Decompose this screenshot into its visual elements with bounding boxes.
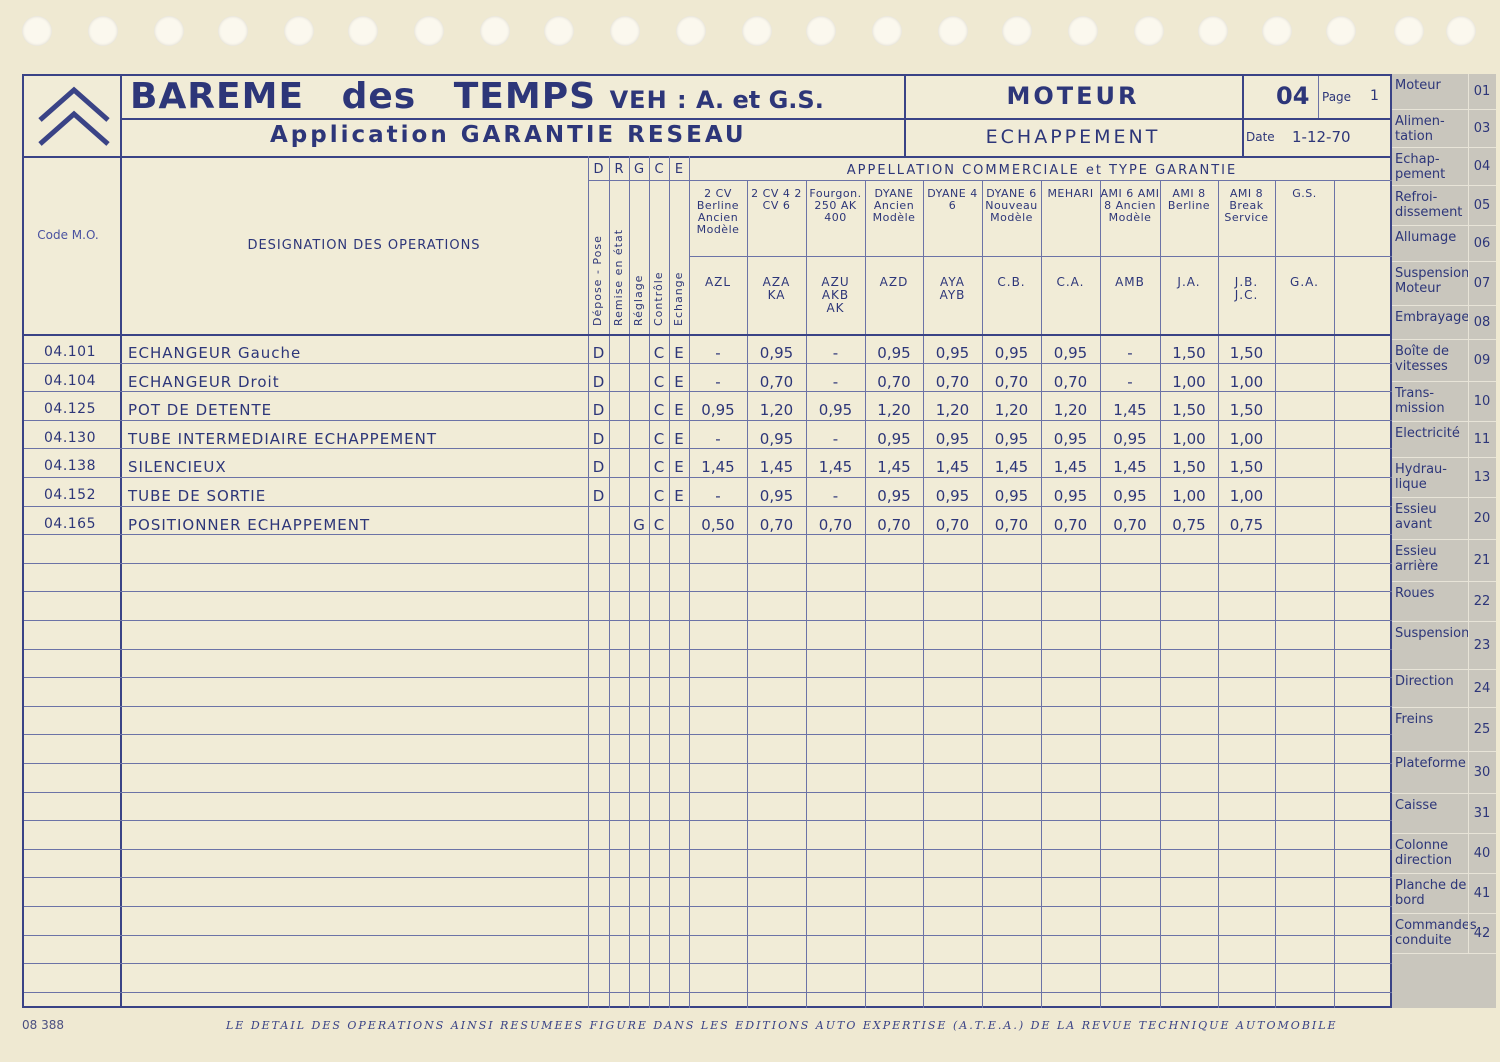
operation-flag: D	[592, 373, 605, 391]
vehicle-type: AZU AKB AK	[821, 275, 850, 315]
time-value: 0,95	[1113, 487, 1147, 505]
form-code: 08 388	[22, 1018, 64, 1032]
chapter-label: Refroi-dissement	[1395, 190, 1463, 220]
binder-hole	[1002, 16, 1032, 46]
page-title: BAREME des TEMPS VEH :	[130, 76, 688, 117]
chapter-number: 41	[1468, 874, 1495, 913]
operation-code: 04.138	[44, 458, 96, 474]
operation-designation: POT DE DETENTE	[128, 401, 273, 419]
time-value: 0,70	[935, 516, 970, 534]
time-value: 1,00	[1229, 373, 1264, 391]
operation-flag: D	[592, 458, 605, 476]
chapter-label: Embrayage	[1395, 310, 1470, 325]
operation-flag: C	[653, 487, 665, 505]
binder-hole	[480, 16, 510, 46]
time-scale-sheet	[22, 74, 1392, 1008]
time-value: 0,95	[701, 401, 735, 419]
chapter-index-item[interactable]	[1392, 498, 1496, 540]
time-value: 0,70	[1053, 516, 1088, 534]
operation-flag: D	[592, 401, 605, 419]
time-value: 0,95	[1113, 430, 1147, 448]
operation-code: 04.130	[44, 430, 96, 446]
time-value: 1,45	[701, 458, 735, 476]
chapter-label: Trans-mission	[1395, 386, 1445, 416]
time-value: 1,00	[1172, 373, 1206, 391]
time-value: 0,70	[759, 516, 794, 534]
chapter-index-item[interactable]	[1392, 582, 1496, 622]
time-value: 0,95	[759, 430, 794, 448]
vehicle-type: J.A.	[1177, 275, 1201, 289]
operation-code: 04.152	[44, 487, 96, 503]
operation-flag: E	[674, 401, 684, 419]
flag-label: Réglage	[632, 274, 645, 326]
chapter-label: Moteur	[1395, 78, 1441, 93]
chapter-label: Direction	[1395, 674, 1454, 689]
operation-designation: ECHANGEUR Droit	[128, 373, 280, 391]
time-value: 0,70	[818, 516, 853, 534]
binder-hole	[1262, 16, 1292, 46]
operation-flag: C	[653, 516, 665, 534]
chapter-index-item[interactable]	[1392, 834, 1496, 874]
chapter-index-item[interactable]	[1392, 226, 1496, 262]
chapter-number: 07	[1468, 262, 1495, 305]
time-value: 0,70	[935, 373, 970, 391]
page-number: 1	[1370, 88, 1379, 104]
time-value: 1,50	[1229, 458, 1264, 476]
flag-letter: E	[674, 162, 684, 177]
time-value: 1,45	[818, 458, 853, 476]
flag-label: Dépose - Pose	[591, 235, 604, 326]
vehicle-type: C.B.	[997, 275, 1026, 289]
time-value: -	[1127, 344, 1133, 362]
time-value: 1,00	[1172, 487, 1206, 505]
appellation-header: APPELLATION COMMERCIALE et TYPE GARANTIE	[846, 163, 1238, 178]
binder-hole	[742, 16, 772, 46]
binder-hole	[1326, 16, 1356, 46]
chapter-label: Colonne direction	[1395, 838, 1452, 868]
vehicle-name: Fourgon. 250 AK 400	[809, 187, 862, 224]
chapter-label: Suspension Moteur	[1395, 266, 1470, 296]
time-value: 0,95	[818, 401, 853, 419]
binder-hole	[872, 16, 902, 46]
chapter-number: 30	[1468, 752, 1495, 793]
vehicle-name: AMI 6 AMI 8 Ancien Modèle	[1100, 187, 1160, 224]
operation-flag: E	[674, 344, 684, 362]
time-value: 0,95	[759, 487, 794, 505]
time-value: 0,95	[994, 430, 1029, 448]
vehicle-type: J.B. J.C.	[1234, 275, 1259, 302]
chapter-index-item[interactable]	[1392, 752, 1496, 794]
vehicle-type: C.A.	[1056, 275, 1085, 289]
chapter-number: 04	[1468, 148, 1495, 185]
time-value: 0,95	[877, 487, 911, 505]
time-value: 1,45	[1113, 401, 1147, 419]
chapter-label: Suspension	[1395, 626, 1470, 641]
chapter-label: Boîte de vitesses	[1395, 344, 1449, 374]
binder-hole	[154, 16, 184, 46]
operation-code: 04.165	[44, 516, 96, 532]
chapter-number: 10	[1468, 382, 1495, 421]
time-value: 1,45	[1113, 458, 1147, 476]
page-label: Page	[1322, 90, 1352, 104]
time-value: 0,95	[1053, 344, 1088, 362]
flag-letter: D	[593, 162, 604, 177]
chapter-number: 21	[1468, 540, 1495, 581]
binder-hole	[414, 16, 444, 46]
chapter-label: Caisse	[1395, 798, 1438, 813]
chapter-number: 06	[1468, 226, 1495, 261]
vehicle-name: DYANE Ancien Modèle	[872, 187, 916, 224]
chapter-index-item[interactable]	[1392, 110, 1496, 148]
chapter-label: Plateforme	[1395, 756, 1466, 771]
binder-hole	[610, 16, 640, 46]
vehicle-name: AMI 8 Break Service	[1224, 187, 1269, 224]
vehicle-name: DYANE 4 6	[927, 187, 978, 212]
chapter-index-item[interactable]	[1392, 186, 1496, 226]
binder-hole	[544, 16, 574, 46]
time-value: 1,20	[994, 401, 1029, 419]
time-value: 0,50	[701, 516, 735, 534]
chapter-number: 40	[1468, 834, 1495, 873]
operation-flag: C	[653, 373, 665, 391]
chapter-number: 22	[1468, 582, 1495, 621]
operation-designation: POSITIONNER ECHAPPEMENT	[128, 516, 371, 534]
chapter-number: 20	[1468, 498, 1495, 539]
chapter-index-item[interactable]	[1392, 458, 1496, 498]
chapter-label: Alimen-tation	[1395, 114, 1445, 144]
chapter-label: Essieu arrière	[1395, 544, 1439, 574]
chapter-index-item[interactable]	[1392, 794, 1496, 834]
operation-designation: TUBE INTERMEDIAIRE ECHAPPEMENT	[128, 430, 437, 448]
time-value: 1,50	[1172, 344, 1206, 362]
flag-letter: G	[633, 162, 645, 177]
time-value: 0,70	[1113, 516, 1147, 534]
time-value: 1,50	[1172, 401, 1206, 419]
chapter-label: Roues	[1395, 586, 1435, 601]
binder-hole	[1394, 16, 1424, 46]
vehicle-type: AZD	[879, 275, 909, 289]
vehicle-type: G.A.	[1290, 275, 1319, 289]
time-value: 1,45	[877, 458, 911, 476]
chapter-label: Echap-pement	[1395, 152, 1446, 182]
time-value: 0,70	[759, 373, 794, 391]
operation-flag: D	[592, 344, 605, 362]
time-value: 1,45	[1053, 458, 1088, 476]
designation-column-header: DESIGNATION DES OPERATIONS	[247, 238, 481, 253]
vehicle-name: 2 CV Berline Ancien Modèle	[696, 187, 740, 236]
time-value: -	[1127, 373, 1133, 391]
time-value: 1,45	[994, 458, 1029, 476]
time-value: 0,95	[877, 430, 911, 448]
binder-hole	[218, 16, 248, 46]
operation-flag: E	[674, 487, 684, 505]
page-subtitle: Application GARANTIE RESEAU	[270, 122, 747, 148]
time-value: 1,50	[1172, 458, 1206, 476]
double-chevron-logo	[36, 84, 112, 156]
binder-hole	[1446, 16, 1476, 46]
operation-designation: SILENCIEUX	[128, 458, 227, 476]
section-number: 04	[1276, 82, 1310, 110]
chapter-index	[1392, 74, 1496, 1008]
time-value: 0,95	[994, 344, 1029, 362]
operation-flag: C	[653, 344, 665, 362]
time-value: 1,00	[1229, 430, 1264, 448]
chapter-label: Freins	[1395, 712, 1434, 727]
chapter-label: Planche de bord	[1395, 878, 1467, 908]
operation-code: 04.104	[44, 373, 96, 389]
chapter-label: Allumage	[1395, 230, 1457, 245]
operation-designation: ECHANGEUR Gauche	[128, 344, 302, 362]
binder-hole	[1134, 16, 1164, 46]
time-value: 0,70	[1053, 373, 1088, 391]
time-value: 1,45	[935, 458, 970, 476]
chapter-index-item[interactable]	[1392, 708, 1496, 752]
vehicle-name: 2 CV 4 2 CV 6	[751, 187, 802, 212]
flag-label: Contrôle	[652, 271, 665, 326]
time-value: 1,50	[1229, 401, 1264, 419]
vehicle-type: AZL	[704, 275, 732, 289]
chapter-number: 09	[1468, 340, 1495, 381]
vehicle-name: AMI 8 Berline	[1167, 187, 1211, 212]
operation-flag: E	[674, 458, 684, 476]
chapter-number: 24	[1468, 670, 1495, 707]
time-value: 0,95	[994, 487, 1029, 505]
time-value: 0,70	[994, 373, 1029, 391]
chapter-index-item[interactable]	[1392, 670, 1496, 708]
time-value: 0,95	[1053, 430, 1088, 448]
chapter-number: 42	[1468, 914, 1495, 953]
chapter-number: 01	[1468, 74, 1495, 109]
vehicle-label: A. et G.S.	[696, 86, 824, 114]
operation-flag: D	[592, 487, 605, 505]
time-value: 0,95	[935, 487, 970, 505]
vehicle-type: AYA AYB	[939, 275, 966, 302]
chapter-index-item[interactable]	[1392, 540, 1496, 582]
chapter-index-item[interactable]	[1392, 340, 1496, 382]
operation-flag: E	[674, 373, 684, 391]
time-value: 0,95	[935, 344, 970, 362]
vehicle-name: MEHARI	[1047, 187, 1094, 200]
chapter-index-item[interactable]	[1392, 306, 1496, 340]
time-value: 1,20	[759, 401, 794, 419]
time-value: 0,75	[1229, 516, 1264, 534]
time-value: 1,50	[1229, 344, 1264, 362]
chapter-index-item[interactable]	[1392, 874, 1496, 914]
chapter-number: 08	[1468, 306, 1495, 339]
operation-code: 04.125	[44, 401, 96, 417]
time-value: -	[715, 430, 721, 448]
operation-flag: C	[653, 401, 665, 419]
time-value: -	[832, 373, 839, 391]
chapter-index-item[interactable]	[1392, 422, 1496, 458]
chapter-index-item[interactable]	[1392, 914, 1496, 954]
vehicle-type: AZA KA	[762, 275, 791, 302]
subsection-title: ECHAPPEMENT	[985, 126, 1161, 148]
operation-flag: D	[592, 430, 605, 448]
chapter-number: 05	[1468, 186, 1495, 225]
time-value: 0,95	[759, 344, 794, 362]
chapter-number: 31	[1468, 794, 1495, 833]
binder-hole	[938, 16, 968, 46]
chapter-label: Commandes conduite	[1395, 918, 1477, 948]
chapter-index-item[interactable]	[1392, 148, 1496, 186]
time-value: -	[832, 430, 839, 448]
operation-flag: C	[653, 430, 665, 448]
time-value: 0,95	[877, 344, 911, 362]
vehicle-name: G.S.	[1292, 187, 1317, 200]
binder-hole	[284, 16, 314, 46]
vehicle-name: DYANE 6 Nouveau Modèle	[985, 187, 1038, 224]
time-value: 0,75	[1172, 516, 1206, 534]
operation-code: 04.101	[44, 344, 96, 360]
date-value: 1-12-70	[1292, 128, 1351, 146]
time-value: 0,95	[1053, 487, 1088, 505]
binder-hole	[88, 16, 118, 46]
vehicle-type: AMB	[1115, 275, 1145, 289]
time-value: -	[715, 373, 721, 391]
chapter-number: 25	[1468, 708, 1495, 751]
chapter-number: 03	[1468, 110, 1495, 147]
time-value: 1,20	[1053, 401, 1088, 419]
flag-label: Remise en état	[612, 228, 625, 326]
binder-holes	[0, 0, 1500, 70]
date-label: Date	[1246, 130, 1275, 144]
time-value: 0,95	[935, 430, 970, 448]
binder-hole	[1198, 16, 1228, 46]
section-title: MOTEUR	[1006, 82, 1140, 110]
time-value: 0,70	[877, 516, 911, 534]
time-value: -	[832, 344, 839, 362]
time-value: 1,00	[1229, 487, 1264, 505]
binder-hole	[22, 16, 52, 46]
chapter-label: Essieu avant	[1395, 502, 1437, 532]
flag-letter: C	[654, 162, 664, 177]
time-value: -	[832, 487, 839, 505]
operation-flag: C	[653, 458, 665, 476]
flag-label: Echange	[672, 271, 685, 326]
operation-flag: E	[674, 430, 684, 448]
binder-hole	[348, 16, 378, 46]
code-column-header: Code M.O.	[37, 228, 99, 242]
chapter-index-item[interactable]	[1392, 382, 1496, 422]
time-value: 1,20	[935, 401, 970, 419]
chapter-number: 13	[1468, 458, 1495, 497]
chapter-number: 23	[1468, 622, 1495, 669]
chapter-index-item[interactable]	[1392, 622, 1496, 670]
time-value: -	[715, 487, 721, 505]
chapter-number: 11	[1468, 422, 1495, 457]
binder-hole	[806, 16, 836, 46]
operation-designation: TUBE DE SORTIE	[128, 487, 267, 505]
time-value: 0,70	[877, 373, 911, 391]
chapter-label: Electricité	[1395, 426, 1460, 441]
binder-hole	[676, 16, 706, 46]
operation-flag: G	[633, 516, 645, 534]
time-value: -	[715, 344, 721, 362]
chapter-index-item[interactable]	[1392, 74, 1496, 110]
chapter-label: Hydrau-lique	[1395, 462, 1447, 492]
time-value: 1,45	[759, 458, 794, 476]
binder-hole	[1068, 16, 1098, 46]
time-value: 0,70	[994, 516, 1029, 534]
flag-letter: R	[614, 162, 624, 177]
time-value: 1,00	[1172, 430, 1206, 448]
time-value: 1,20	[877, 401, 911, 419]
footer-note: LE DETAIL DES OPERATIONS AINSI RESUMEES FIGURE DANS LES EDITIONS AUTO EXPERTISE (A.T.E.A.) DE LA REVUE TECHNIQUE AUTOMOBILE	[226, 1019, 1338, 1032]
chapter-index-item[interactable]	[1392, 262, 1496, 306]
